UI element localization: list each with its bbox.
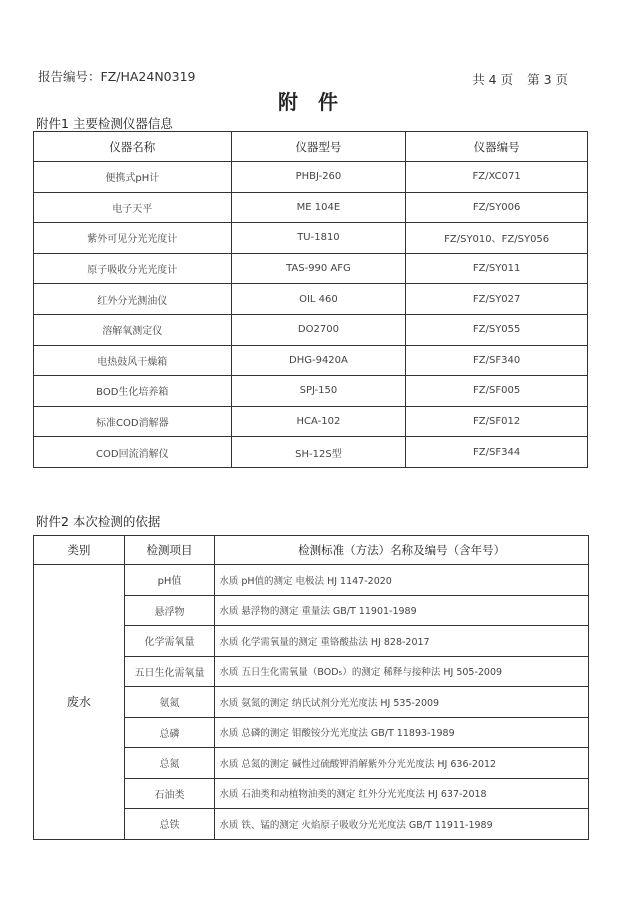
col-test-item: 检测项目 (124, 536, 215, 565)
instrument-model-cell: DHG-9420A (231, 345, 406, 376)
method-table-header (34, 536, 589, 565)
test-item-cell: 五日生化需氧量 (124, 656, 215, 687)
instrument-model-cell: OIL 460 (231, 284, 406, 315)
instrument-id-cell: FZ/SF005 (406, 376, 588, 407)
test-item-cell: 悬浮物 (124, 595, 215, 626)
instrument-name-cell: 标准COD消解器 (34, 406, 232, 437)
standard-cell: 水质 总磷的测定 钼酸铵分光光度法 GB/T 11893-1989 (215, 717, 589, 748)
page-title: 附件 (278, 90, 358, 114)
test-item-cell: 总铁 (124, 809, 215, 840)
instrument-id-cell: FZ/XC071 (406, 162, 588, 193)
table-row (34, 437, 588, 468)
instrument-id-cell: FZ/SY027 (406, 284, 588, 315)
instrument-name-cell: 电热鼓风干燥箱 (34, 345, 232, 376)
table-row (34, 376, 588, 407)
standard-cell: 水质 氨氮的测定 纳氏试剂分光光度法 HJ 535-2009 (215, 687, 589, 718)
instrument-model-cell: SH-12S型 (231, 437, 406, 468)
method-table (33, 535, 589, 840)
instrument-model-cell: HCA-102 (231, 406, 406, 437)
current-page: 第 3 页 (527, 72, 568, 87)
table-row (34, 314, 588, 345)
col-instrument-name: 仪器名称 (34, 132, 232, 162)
table-row (34, 284, 588, 315)
instrument-model-cell: SPJ-150 (231, 376, 406, 407)
standard-cell: 水质 pH值的测定 电极法 HJ 1147-2020 (215, 565, 589, 596)
table-row (34, 223, 588, 254)
test-item-cell: 石油类 (124, 778, 215, 809)
col-category: 类别 (34, 536, 125, 565)
test-item-cell: 总磷 (124, 717, 215, 748)
standard-cell: 水质 总氮的测定 碱性过硫酸钾消解紫外分光光度法 HJ 636-2012 (215, 748, 589, 779)
col-instrument-model: 仪器型号 (231, 132, 406, 162)
standard-cell: 水质 铁、锰的测定 火焰原子吸收分光光度法 GB/T 11911-1989 (215, 809, 589, 840)
table-row (34, 162, 588, 193)
total-pages: 共 4 页 (472, 72, 514, 87)
instrument-name-cell: 红外分光测油仪 (34, 284, 232, 315)
standard-cell: 水质 五日生化需氧量（BOD₅）的测定 稀释与接种法 HJ 505-2009 (215, 656, 589, 687)
table-row (34, 406, 588, 437)
category-cell: 废水 (34, 565, 125, 840)
instrument-name-cell: 紫外可见分光光度计 (34, 223, 232, 254)
standard-cell: 水质 化学需氧量的测定 重铬酸盐法 HJ 828-2017 (215, 626, 589, 657)
instrument-id-cell: FZ/SY055 (406, 314, 588, 345)
instrument-model-cell: PHBJ-260 (231, 162, 406, 193)
standard-cell: 水质 石油类和动植物油类的测定 红外分光光度法 HJ 637-2018 (215, 778, 589, 809)
appendix2-heading: 附件2 本次检测的依据 (36, 514, 161, 529)
table-row (34, 345, 588, 376)
instrument-model-cell: TAS-990 AFG (231, 253, 406, 284)
standard-cell: 水质 悬浮物的测定 重量法 GB/T 11901-1989 (215, 595, 589, 626)
appendix1-heading: 附件1 主要检测仪器信息 (36, 116, 173, 131)
instrument-id-cell: FZ/SY010、FZ/SY056 (406, 223, 588, 254)
instrument-id-cell: FZ/SF340 (406, 345, 588, 376)
instrument-id-cell: FZ/SY011 (406, 253, 588, 284)
instrument-name-cell: 溶解氧测定仪 (34, 314, 232, 345)
col-standard: 检测标准（方法）名称及编号（含年号） (215, 536, 589, 565)
instrument-name-cell: COD回流消解仪 (34, 437, 232, 468)
test-item-cell: pH值 (124, 565, 215, 596)
test-item-cell: 化学需氧量 (124, 626, 215, 657)
table-row (34, 565, 589, 596)
table-row (34, 253, 588, 284)
instrument-model-cell: TU-1810 (231, 223, 406, 254)
col-instrument-id: 仪器编号 (406, 132, 588, 162)
instrument-model-cell: DO2700 (231, 314, 406, 345)
instrument-id-cell: FZ/SF012 (406, 406, 588, 437)
instrument-name-cell: 原子吸收分光光度计 (34, 253, 232, 284)
instrument-id-cell: FZ/SY006 (406, 192, 588, 223)
test-item-cell: 氨氮 (124, 687, 215, 718)
test-item-cell: 总氮 (124, 748, 215, 779)
table-row (34, 192, 588, 223)
instrument-name-cell: 电子天平 (34, 192, 232, 223)
instrument-table-header (34, 132, 588, 162)
instrument-model-cell: ME 104E (231, 192, 406, 223)
instrument-name-cell: 便携式pH计 (34, 162, 232, 193)
instrument-name-cell: BOD生化培养箱 (34, 376, 232, 407)
instrument-id-cell: FZ/SF344 (406, 437, 588, 468)
instrument-table (33, 131, 588, 468)
report-number: 报告编号：FZ/HA24N0319 (38, 69, 196, 84)
